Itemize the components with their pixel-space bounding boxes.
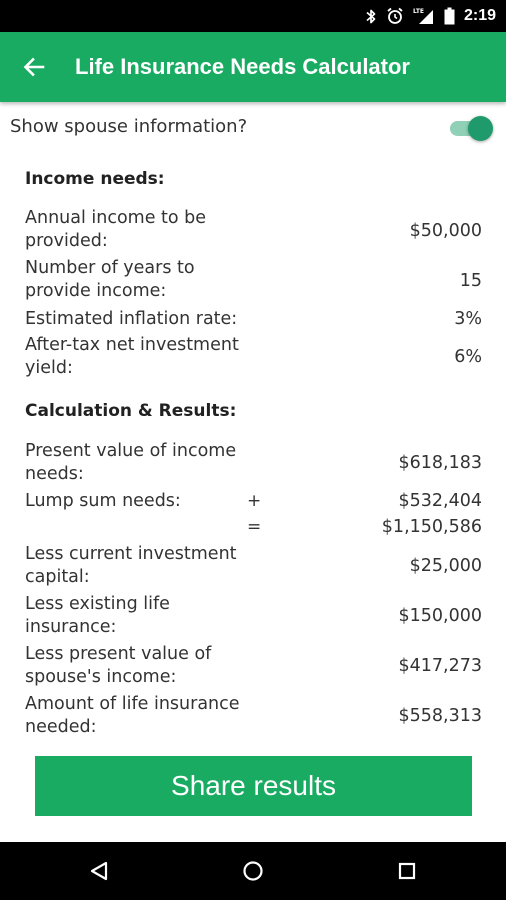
battery-icon <box>444 7 455 25</box>
spouse-toggle-label: Show spouse information? <box>10 116 248 137</box>
alarm-icon <box>386 7 404 25</box>
status-icons <box>365 0 496 32</box>
spouse-income-label: Less present value of spouse's income: <box>25 644 212 687</box>
signal-icon <box>413 7 435 25</box>
home-circle-icon <box>242 860 264 882</box>
share-results-button[interactable]: Share results <box>35 756 472 816</box>
inflation-rate-value: 3% <box>454 309 482 329</box>
nav-home-button[interactable] <box>238 856 268 886</box>
back-triangle-icon <box>88 860 110 882</box>
back-button[interactable] <box>20 53 48 81</box>
spouse-income-value: $417,273 <box>398 656 482 676</box>
inflation-rate-label: Estimated inflation rate: <box>25 309 238 329</box>
status-time: 2:19 <box>463 7 496 24</box>
investment-yield-label: After-tax net investment yield: <box>25 335 239 378</box>
equals-operator: = <box>247 517 262 537</box>
bluetooth-icon <box>365 8 377 25</box>
annual-income-value: $50,000 <box>409 221 482 241</box>
page-title: Life Insurance Needs Calculator <box>75 54 410 79</box>
investment-capital-value: $25,000 <box>409 556 482 576</box>
investment-yield-value: 6% <box>454 347 482 367</box>
income-needs-heading: Income needs: <box>25 169 165 189</box>
nav-back-button[interactable] <box>84 856 114 886</box>
network-type-label: LTE <box>412 8 424 15</box>
results-heading: Calculation & Results: <box>25 401 237 421</box>
years-income-label: Number of years to provide income: <box>25 258 195 301</box>
status-bar <box>0 0 506 32</box>
investment-capital-label: Less current investment capital: <box>25 544 237 587</box>
recents-square-icon <box>396 860 418 882</box>
arrow-left-icon <box>22 55 46 79</box>
spouse-toggle[interactable] <box>450 116 494 140</box>
nav-bar <box>0 842 506 900</box>
existing-insurance-value: $150,000 <box>398 606 482 626</box>
insurance-needed-label: Amount of life insurance needed: <box>25 694 240 737</box>
lump-sum-value: $532,404 <box>398 491 482 511</box>
years-income-value: 15 <box>459 271 482 291</box>
present-value-value: $618,183 <box>398 453 482 473</box>
present-value-label: Present value of income needs: <box>25 441 237 484</box>
insurance-needed-value: $558,313 <box>398 706 482 726</box>
total-needs-value: $1,150,586 <box>381 517 482 537</box>
annual-income-label: Annual income to be provided: <box>25 208 207 251</box>
app-bar <box>0 32 506 102</box>
nav-recents-button[interactable] <box>392 856 422 886</box>
lump-sum-label: Lump sum needs: <box>25 491 181 511</box>
existing-insurance-label: Less existing life insurance: <box>25 594 170 637</box>
toggle-thumb <box>468 116 493 141</box>
plus-operator: + <box>247 491 262 511</box>
